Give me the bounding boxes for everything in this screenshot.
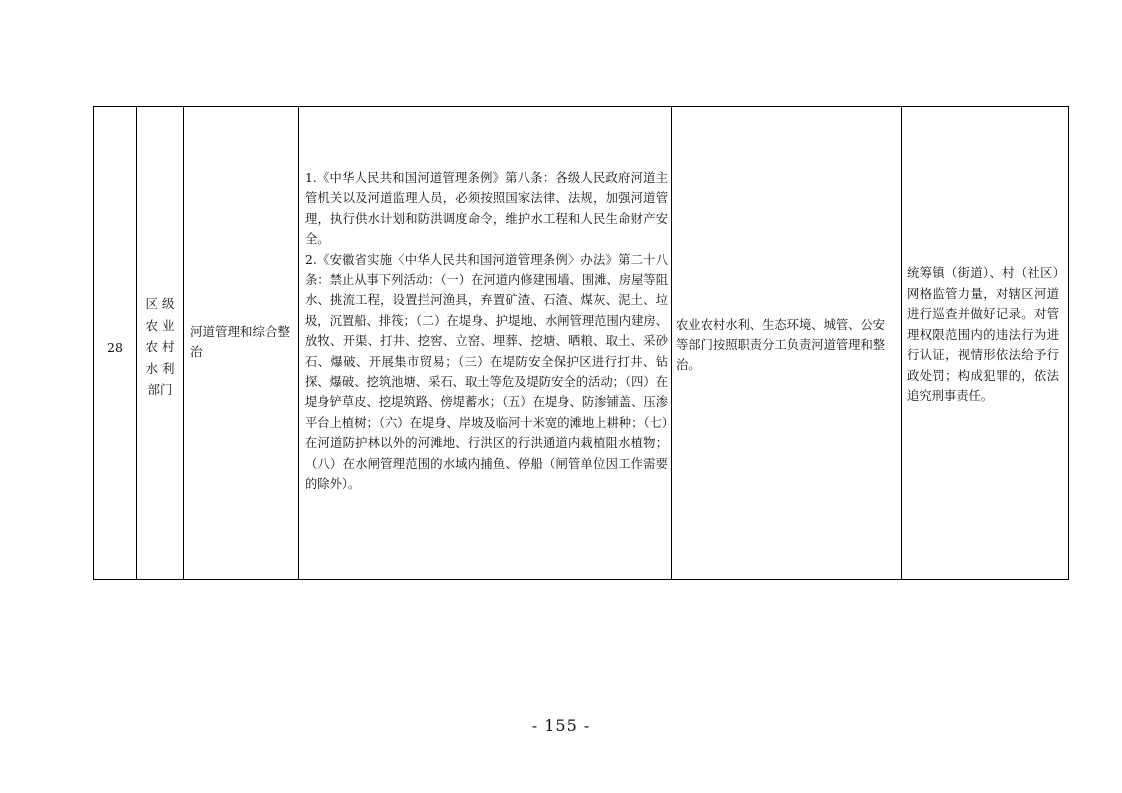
responsibility-table	[93, 106, 1069, 580]
department-line: 区 级	[145, 296, 175, 311]
town-duty: 统筹镇（街道）、村（社区）网格监管力量，对辖区河道进行巡查并做好记录。对管理权限范围内的违法行为进行认证，视情形依法给予行政处罚；构成犯罪的，依法追究刑事责任。	[907, 266, 1059, 403]
department-line: 水 利	[145, 360, 175, 376]
department-line: 农 村	[145, 339, 175, 354]
department-line: 农 业	[145, 317, 175, 333]
basis-paragraph: 1.《中华人民共和国河道管理条例》第八条：各级人民政府河道主管机关以及河道监理人员，必须按照国家法律、法规，加强河道管理，执行供水计划和防洪调度命令，维护水工程和人民生命财产安全。	[305, 171, 668, 247]
column-divider	[183, 107, 184, 579]
row-number: 28	[107, 340, 123, 355]
department-line: 部门	[147, 382, 173, 397]
responsible-departments: 农业农村水利、生态环境、城管、公安等部门按照职责分工负责河道管理和整治。	[676, 318, 886, 372]
basis-paragraph: 2.《安徽省实施〈中华人民共和国河道管理条例〉办法》第二十八条：禁止从事下列活动：（一）在河道内修建围墙、围滩、房屋等阻水、挑流工程，设置拦河渔具，弃置矿渣、石渣、煤灰、泥土、垃圾，沉置船、排筏；（二）在堤身、护堤地、水闸管理范围内建房、放牧、开渠、打井、挖窖、立窑、埋葬、挖塘、晒粮、取土、采砂石、爆破、开展集市贸易；（三）在堤防安全保护区进行打井、钻探、爆破、挖筑池塘、采石、取土等危及堤防安全的活动；（四）在堤身铲草皮、挖堤筑路、傍堤蓄水；（五）在堤身、防渗铺盖、压渗平台上植树；（六）在堤身、岸坡及临河十米宽的滩地上耕种；（七）在河道防护林以外的河滩地、行洪区的行洪通道内栽植阻水植物；（八）在水闸管理范围的水域内捕鱼、停船（闸管单位因工作需要的除外）。	[305, 252, 668, 492]
legal-basis	[305, 168, 668, 495]
page-number: - 155 -	[531, 716, 591, 735]
column-divider	[671, 107, 672, 579]
item-name: 河道管理和综合整治	[190, 324, 291, 359]
department-cell	[137, 293, 183, 401]
column-divider	[901, 107, 902, 579]
